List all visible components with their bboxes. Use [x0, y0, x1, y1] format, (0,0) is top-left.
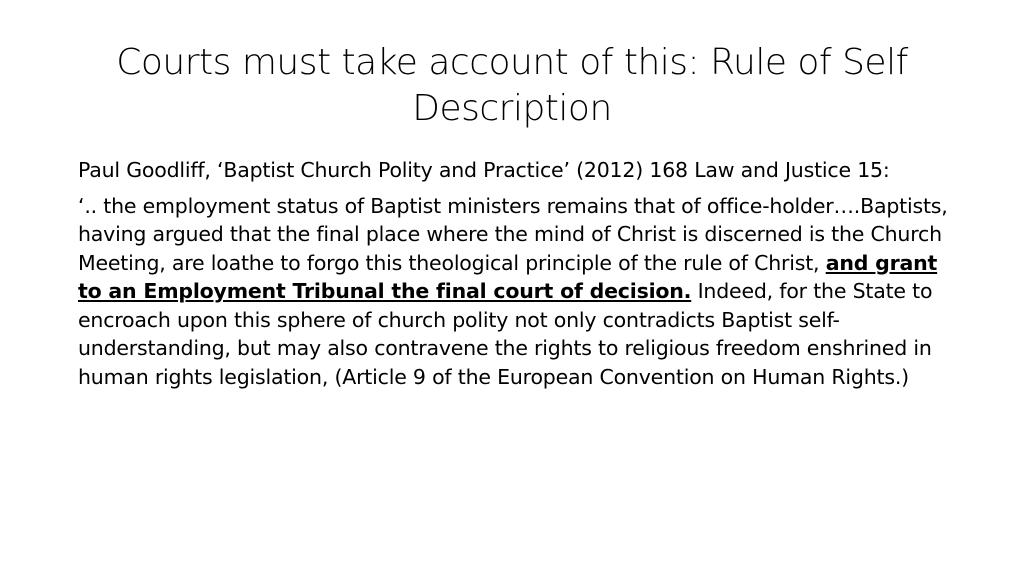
- quote-paragraph: [78, 192, 948, 392]
- slide-body: [78, 156, 948, 398]
- quote-text-before: ‘.. the employment status of Baptist ministers remains that of office-holder….Baptists, having argued that the final place where the mind of Christ is discerned is the Church Meeting, are loathe to forgo this theological principle of the rule of Christ,: [78, 193, 948, 275]
- citation-paragraph: Paul Goodliff, ‘Baptist Church Polity and Practice’ (2012) 168 Law and Justice 15:: [78, 158, 890, 182]
- quote-emphasis: and grant to an Employment Tribunal the final court of decision.: [78, 250, 938, 303]
- slide-title: Courts must take account of this: Rule of Self Description: [116, 42, 908, 129]
- quote-text-after: Indeed, for the State to encroach upon this sphere of church polity not only contradicts Baptist self-understanding, but may also contravene the rights to religious freedom enshrined in human rights legislation, (Article 9 of the European Convention on Human Rights.): [78, 279, 933, 389]
